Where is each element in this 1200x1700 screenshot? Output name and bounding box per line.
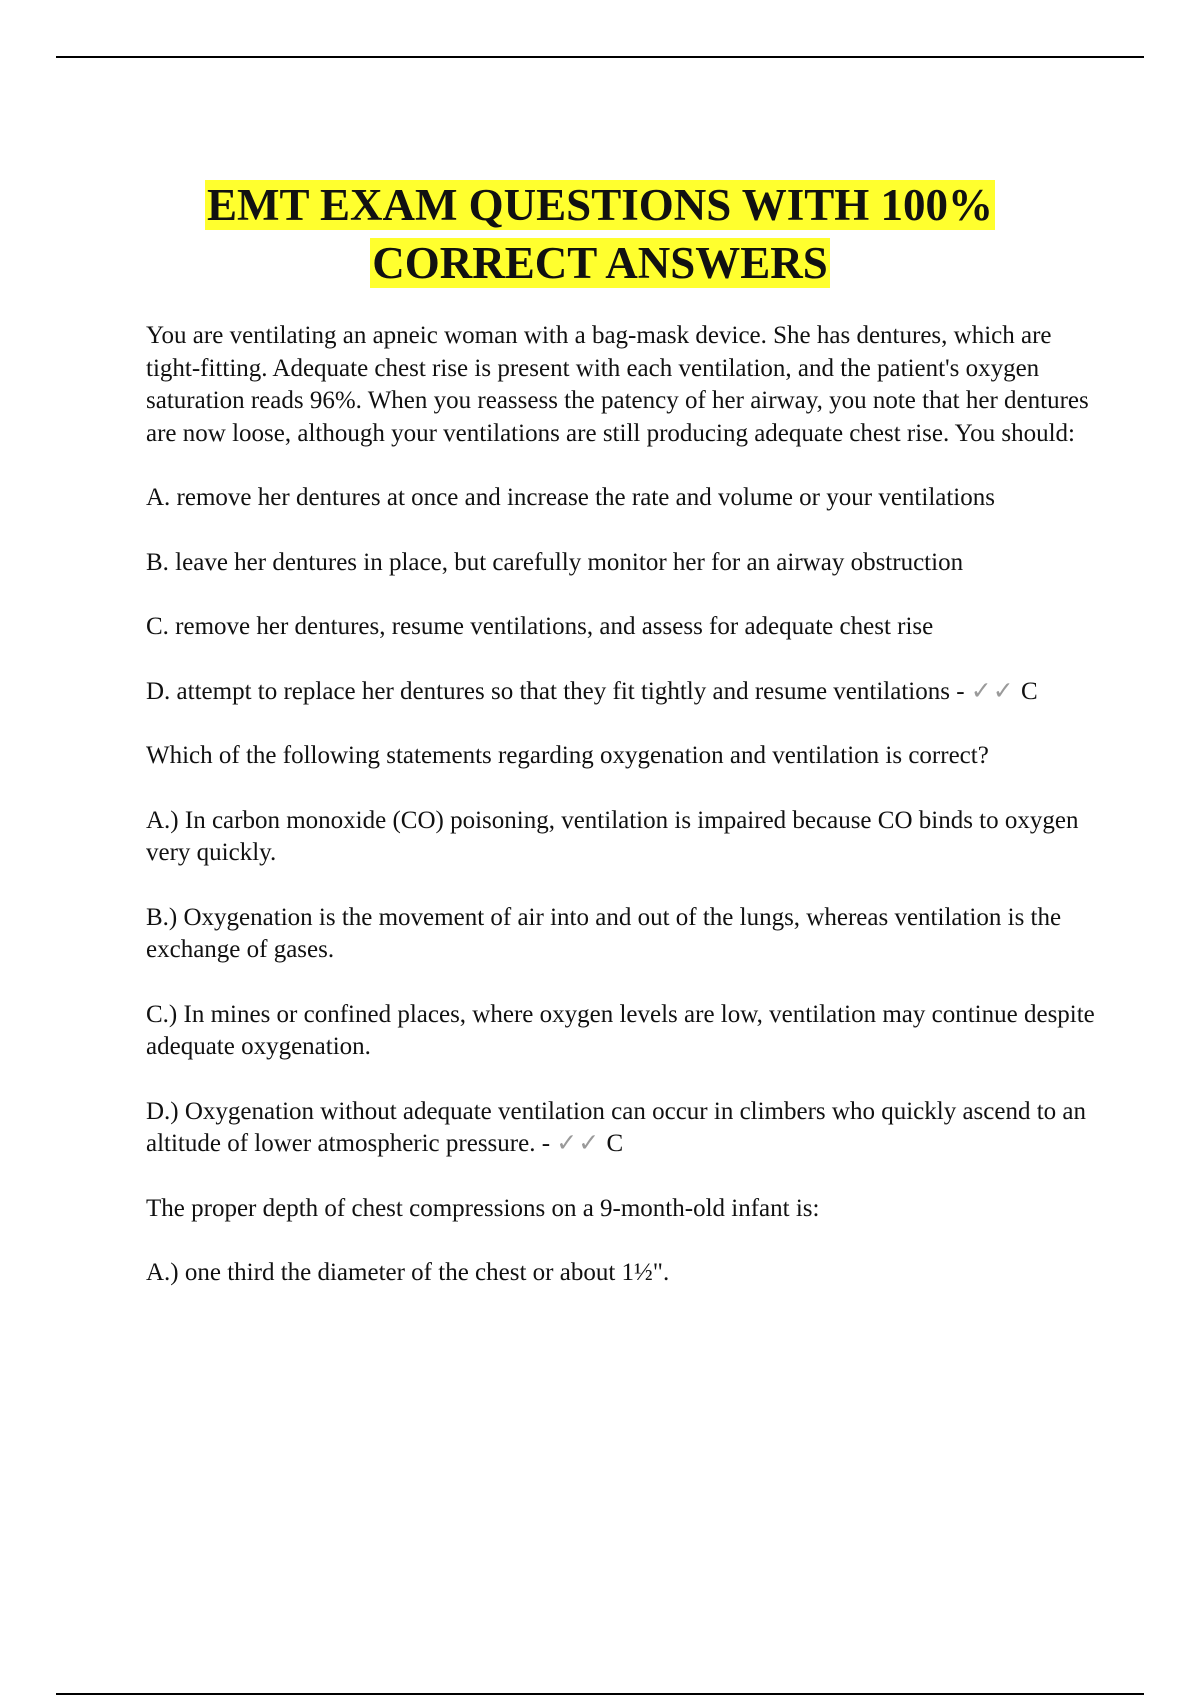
question-2-option-d [146,1096,1096,1161]
top-rule [56,56,1144,58]
question-1-option-a: A. remove her dentures at once and increase the rate and volume or your ventilations [146,484,995,511]
question-1-option-d-text: D. attempt to replace her dentures so that they fit tightly and resume ventilations - [146,677,965,705]
question-2-option-c: C.) In mines or confined places, where oxygen levels are low, ventilation may continue despite adequate oxygenation. [146,1000,1095,1060]
title-line-1: EMT EXAM QUESTIONS WITH 100% [207,180,993,230]
question-2-option-d-text: D.) Oxygenation without adequate ventilation can occur in climbers who quickly ascend to an altitude of lower atmospheric pressure. - [146,1097,1087,1157]
checkmark-icon: ✓✓ [970,677,1015,705]
title-line-2: CORRECT ANSWERS [372,238,828,288]
question-2-option-b: B.) Oxygenation is the movement of air into and out of the lungs, whereas ventilation is the exchange of gases. [146,903,1062,963]
bottom-rule [56,1693,1144,1695]
question-1-option-b: B. leave her dentures in place, but carefully monitor her for an airway obstruction [146,548,964,576]
question-2-answer: C [606,1130,624,1157]
question-1-stem: You are ventilating an apneic woman with a bag-mask device. She has dentures, which are tight-fitting. Adequate chest rise is present with each ventilation, and the patient's oxygen saturation reads 96%. When you reassess the patency of her airway, you note that her dentures are now loose, although your ventilations are still producing adequate chest rise. You should: [146,322,1089,447]
question-1-option-c: C. remove her dentures, resume ventilations, and assess for adequate chest rise [146,613,934,640]
question-2-option-a: A.) In carbon monoxide (CO) poisoning, ventilation is impaired because CO binds to oxygen very quickly. [146,806,1079,866]
question-1-option-d [146,676,1096,709]
checkmark-icon: ✓✓ [556,1130,601,1157]
question-3-stem: The proper depth of chest compressions on a 9-month-old infant is: [146,1194,820,1222]
document-body [146,320,1096,1322]
question-1-answer: C [1020,677,1038,705]
question-3-option-a: A.) one third the diameter of the chest or about 1½". [146,1259,670,1286]
document-title [100,176,1100,292]
question-2-stem: Which of the following statements regarding oxygenation and ventilation is correct? [146,742,989,769]
